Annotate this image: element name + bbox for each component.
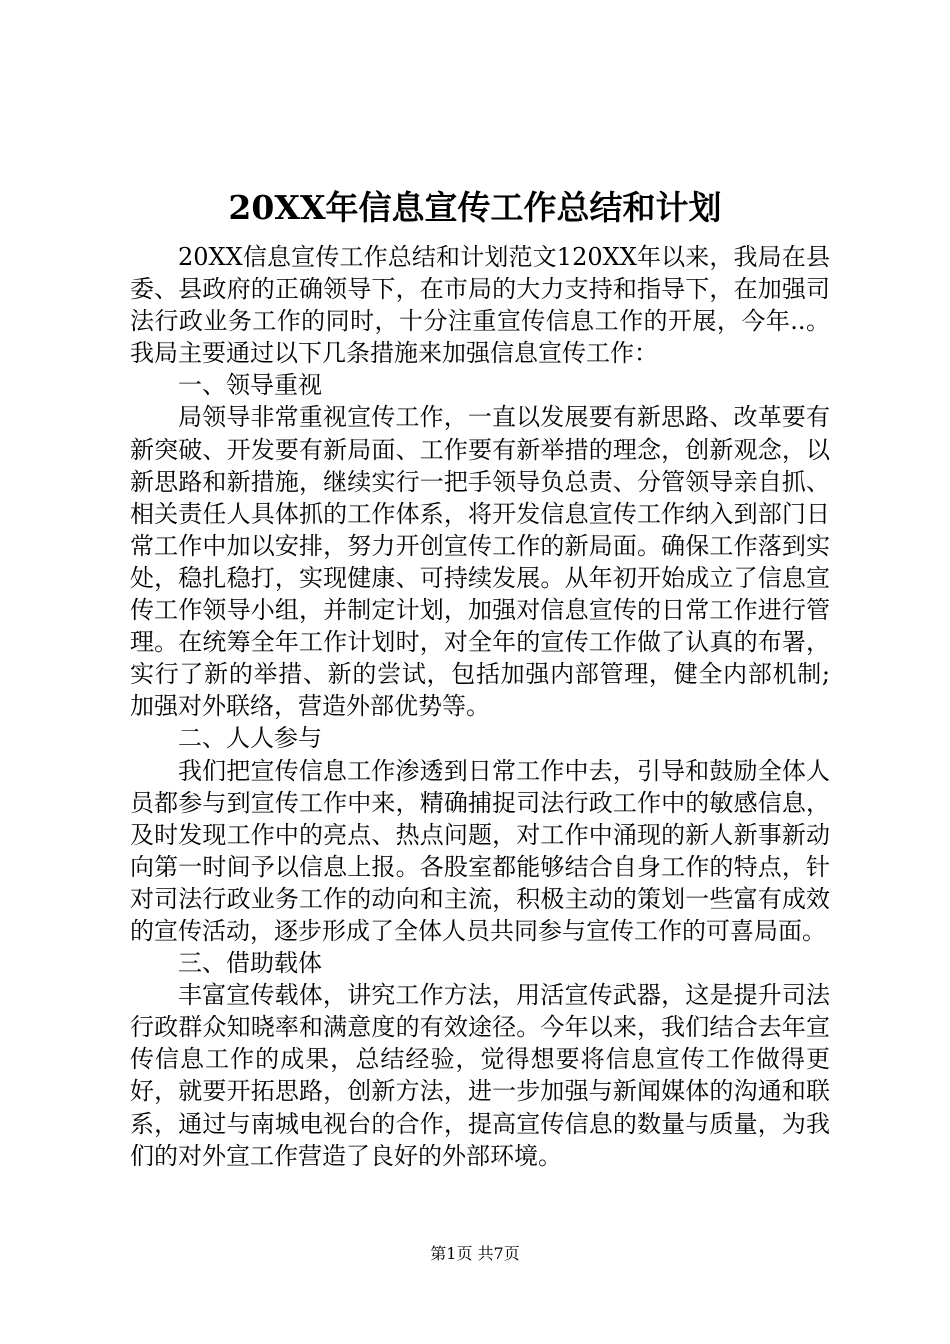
document-body — [130, 241, 830, 1172]
section-heading-participation: 二、人人参与 — [178, 724, 322, 753]
section-paragraph-carriers: 丰富宣传载体，讲究工作方法，用活宣传武器，这是提升司法行政群众知晓率和满意度的有效途径。今年以来，我们结合去年宣传信息工作的成果，总结经验，觉得想要将信息宣传工作做得更好，就要开拓思路，创新方法，进一步加强与新闻媒体的沟通和联系，通过与南城电视台的合作，提高宣传信息的数量与质量，为我们的对外宣工作营造了良好的外部环境。 — [130, 981, 830, 1170]
page-number-footer: 第1页 共7页 — [430, 1244, 520, 1263]
section-heading-leadership: 一、领导重视 — [178, 371, 322, 400]
section-paragraph-leadership: 局领导非常重视宣传工作，一直以发展要有新思路、改革要有新突破、开发要有新局面、工作要有新举措的理念，创新观念，以新思路和新措施，继续实行一把手领导负总责、分管领导亲自抓、相关责任人具体抓的工作体系，将开发信息宣传工作纳入到部门日常工作中加以安排，努力开创宣传工作的新局面。确保工作落到实处，稳扎稳打，实现健康、可持续发展。从年初开始成立了信息宣传工作领导小组，并制定计划，加强对信息宣传的日常工作进行管理。在统筹全年工作计划时，对全年的宣传工作做了认真的布署，实行了新的举措、新的尝试，包括加强内部管理，健全内部机制;加强对外联络，营造外部优势等。 — [130, 403, 830, 721]
section-heading-carriers: 三、借助载体 — [178, 949, 322, 978]
document-title: 20XX年信息宣传工作总结和计划 — [228, 188, 722, 227]
intro-paragraph: 20XX信息宣传工作总结和计划范文120XX年以来，我局在县委、县政府的正确领导下，在市局的大力支持和指导下，在加强司法行政业务工作的同时，十分注重宣传信息工作的开展，今年..。我局主要通过以下几条措施来加强信息宣传工作： — [130, 243, 830, 368]
section-paragraph-participation: 我们把宣传信息工作渗透到日常工作中去，引导和鼓励全体人员都参与到宣传工作中来，精确捕捉司法行政工作中的敏感信息，及时发现工作中的亮点、热点问题，对工作中涌现的新人新事新动向第一时间予以信息上报。各股室都能够结合自身工作的特点，针对司法行政业务工作的动向和主流，积极主动的策划一些富有成效的宣传活动，逐步形成了全体人员共同参与宣传工作的可喜局面。 — [130, 756, 830, 945]
